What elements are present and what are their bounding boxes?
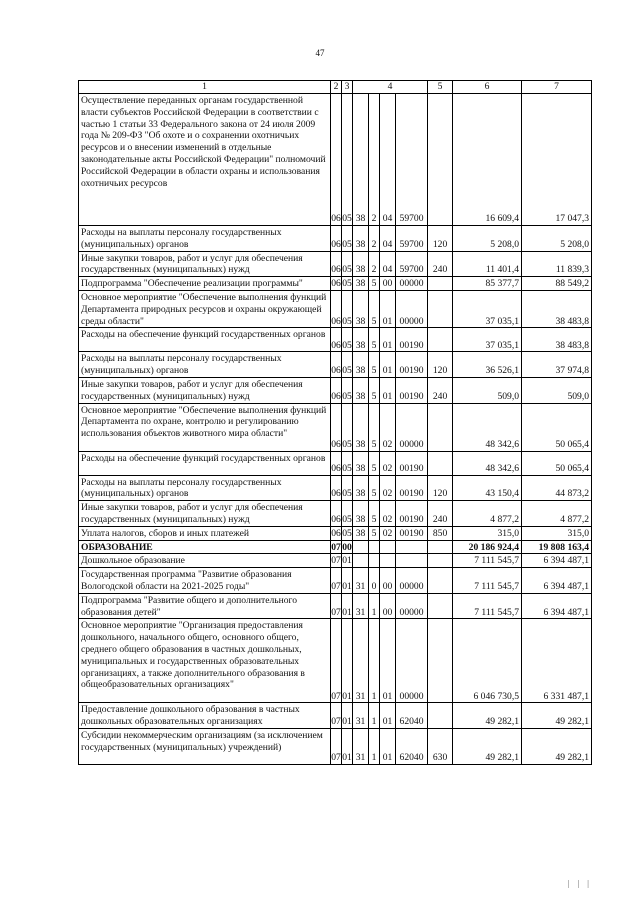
amount-year-2: 6 331 487,1 [522, 619, 592, 703]
program-code: 38 [353, 251, 369, 277]
subsection-code: 01 [342, 568, 353, 594]
activity-code: 04 [380, 251, 396, 277]
amount-year-1: 48 342,6 [453, 403, 522, 451]
subsection-code: 05 [342, 251, 353, 277]
header-col-6: 6 [453, 81, 522, 94]
row-name: Дошкольное образование [79, 554, 331, 568]
amount-year-1: 6 046 730,5 [453, 619, 522, 703]
program-code: 31 [353, 728, 369, 764]
program-code: 31 [353, 568, 369, 594]
subsection-code: 05 [342, 403, 353, 451]
section-code: 06 [331, 328, 342, 352]
direction-code: 00190 [396, 526, 428, 540]
row-name: Основное мероприятие "Обеспечение выполнения функций Департамента по охране, контролю и регулированию использования объектов животного мира области" [79, 403, 331, 451]
activity-code: 00 [380, 593, 396, 619]
subprogram-code: 5 [369, 277, 380, 291]
section-code: 06 [331, 251, 342, 277]
expense-type-code [428, 703, 453, 729]
table-body [79, 94, 592, 765]
amount-year-2: 6 394 487,1 [522, 554, 592, 568]
subprogram-code [369, 554, 380, 568]
activity-code: 04 [380, 94, 396, 226]
section-code: 06 [331, 451, 342, 475]
subsection-code: 01 [342, 555, 352, 567]
activity-code: 01 [380, 703, 396, 729]
direction-code: 00190 [396, 475, 428, 501]
direction-code: 62040 [396, 728, 428, 764]
subprogram-code: 5 [369, 352, 380, 378]
header-col-2: 2 [331, 81, 342, 94]
row-name: Уплата налогов, сборов и иных платежей [79, 526, 331, 540]
activity-code: 02 [380, 501, 396, 527]
program-code: 38 [353, 352, 369, 378]
row-name: Подпрограмма "Обеспечение реализации программы" [79, 277, 331, 291]
expense-type-code [428, 593, 453, 619]
row-name: Основное мероприятие "Организация предоставления дошкольного, начального общего, основного общего, среднего общего образования в частных дошкольных, муниципальных и государственных образовательных организациях, а также дополнительного образования в общеобразовательных организациях" [79, 619, 331, 703]
section-code: 06 [331, 94, 342, 226]
table-row [79, 377, 592, 403]
program-code: 38 [353, 475, 369, 501]
subprogram-code: 5 [369, 451, 380, 475]
amount-year-1: 37 035,1 [453, 290, 522, 327]
amount-year-1: 315,0 [453, 526, 522, 540]
table-row [79, 251, 592, 277]
amount-year-2: 50 065,4 [522, 403, 592, 451]
direction-code: 59700 [396, 251, 428, 277]
amount-year-1: 37 035,1 [453, 328, 522, 352]
direction-code: 00000 [396, 593, 428, 619]
expense-type-code [428, 403, 453, 451]
amount-year-2: 509,0 [522, 377, 592, 403]
row-name: Расходы на выплаты персоналу государственных (муниципальных) органов [79, 475, 331, 501]
table-row [79, 568, 592, 594]
row-name: Иные закупки товаров, работ и услуг для обеспечения государственных (муниципальных) нужд [79, 251, 331, 277]
amount-year-1: 7 111 545,7 [453, 593, 522, 619]
section-code: 07 [331, 619, 342, 703]
row-name: Расходы на выплаты персоналу государственных (муниципальных) органов [79, 352, 331, 378]
section-code: 06 [331, 226, 342, 252]
subprogram-code: 1 [369, 728, 380, 764]
subprogram-code: 5 [369, 526, 380, 540]
section-code: 06 [331, 501, 342, 527]
subsection-code: 01 [342, 703, 353, 729]
amount-year-1: 36 526,1 [453, 352, 522, 378]
subsection-code: 01 [342, 593, 353, 619]
amount-year-2: 88 549,2 [522, 277, 592, 291]
table-row [79, 403, 592, 451]
subsection-code: 05 [342, 94, 353, 226]
row-name: ОБРАЗОВАНИЕ [79, 540, 331, 554]
table-row [79, 540, 592, 554]
subsection-code: 05 [342, 501, 353, 527]
activity-code: 02 [380, 475, 396, 501]
activity-code: 01 [380, 619, 396, 703]
subprogram-code: 2 [369, 251, 380, 277]
row-name: Расходы на обеспечение функций государственных органов [79, 451, 331, 475]
activity-code: 01 [380, 377, 396, 403]
subprogram-code: 1 [369, 593, 380, 619]
expense-type-code: 630 [428, 728, 453, 764]
row-name: Иные закупки товаров, работ и услуг для обеспечения государственных (муниципальных) нужд [79, 377, 331, 403]
subprogram-code: 5 [369, 475, 380, 501]
expense-type-code: 850 [428, 526, 453, 540]
subprogram-code: 1 [369, 619, 380, 703]
expense-type-code: 240 [428, 501, 453, 527]
row-name: Расходы на обеспечение функций государственных органов [79, 328, 331, 352]
row-name: Предоставление дошкольного образования в частных дошкольных образовательных организациях [79, 703, 331, 729]
direction-code: 62040 [396, 703, 428, 729]
program-code: 38 [353, 377, 369, 403]
amount-year-1: 4 877,2 [453, 501, 522, 527]
table-row [79, 554, 592, 568]
table-row [79, 328, 592, 352]
program-code: 38 [353, 501, 369, 527]
program-code: 38 [353, 277, 369, 291]
table-row [79, 451, 592, 475]
expense-type-code [428, 277, 453, 291]
amount-year-2: 6 394 487,1 [522, 568, 592, 594]
amount-year-1: 48 342,6 [453, 451, 522, 475]
subprogram-code: 1 [369, 703, 380, 729]
direction-code: 00000 [396, 619, 428, 703]
expense-type-code [428, 451, 453, 475]
table-row [79, 728, 592, 764]
row-name: Основное мероприятие "Обеспечение выполнения функций Департамента природных ресурсов и охраны окружающей среды области" [79, 290, 331, 327]
direction-code: 59700 [396, 226, 428, 252]
direction-code [396, 540, 428, 554]
expense-type-code: 120 [428, 475, 453, 501]
program-code: 38 [353, 403, 369, 451]
subsection-code: 01 [342, 619, 353, 703]
section-code: 07 [331, 568, 342, 594]
table-row [79, 703, 592, 729]
amount-year-1: 49 282,1 [453, 728, 522, 764]
amount-year-2: 44 873,2 [522, 475, 592, 501]
amount-year-1: 5 208,0 [453, 226, 522, 252]
amount-year-2: 38 483,8 [522, 328, 592, 352]
activity-code [380, 540, 396, 554]
header-col-5: 5 [428, 81, 453, 94]
section-code: 07 [331, 703, 342, 729]
program-code: 31 [353, 619, 369, 703]
subsection-code: 05 [342, 475, 353, 501]
section-code: 06 [331, 377, 342, 403]
amount-year-2: 50 065,4 [522, 451, 592, 475]
row-name: Расходы на выплаты персоналу государственных (муниципальных) органов [79, 226, 331, 252]
table-row [79, 619, 592, 703]
amount-year-1: 16 609,4 [453, 94, 522, 226]
amount-year-2: 49 282,1 [522, 728, 592, 764]
direction-code: 00000 [396, 568, 428, 594]
activity-code: 01 [380, 290, 396, 327]
amount-year-1: 509,0 [453, 377, 522, 403]
direction-code: 00190 [396, 328, 428, 352]
expense-type-code [428, 568, 453, 594]
subsection-code: 05 [342, 226, 353, 252]
section-code: 06 [331, 352, 342, 378]
section-code: 07 [331, 555, 341, 567]
activity-code [380, 554, 396, 568]
subsection-code: 05 [342, 352, 353, 378]
direction-code: 00190 [396, 377, 428, 403]
subprogram-code: 5 [369, 290, 380, 327]
subprogram-code: 0 [369, 568, 380, 594]
header-col-1: 1 [79, 81, 331, 94]
table-row [79, 94, 592, 226]
amount-year-2: 6 394 487,1 [522, 593, 592, 619]
expense-type-code: 120 [428, 352, 453, 378]
row-name: Субсидии некоммерческим организациям (за исключением государственных (муниципальных) учреждений) [79, 728, 331, 764]
activity-code: 02 [380, 526, 396, 540]
amount-year-1: 7 111 545,7 [453, 554, 522, 568]
expense-type-code [428, 94, 453, 226]
amount-year-1: 11 401,4 [453, 251, 522, 277]
activity-code: 00 [380, 277, 396, 291]
header-col-4: 4 [353, 81, 428, 94]
activity-code: 00 [380, 568, 396, 594]
amount-year-1: 7 111 545,7 [453, 568, 522, 594]
section-code: 07 [331, 541, 341, 553]
direction-code: 00000 [396, 290, 428, 327]
program-code: 38 [353, 290, 369, 327]
amount-year-2: 19 808 163,4 [522, 540, 592, 554]
direction-code: 59700 [396, 94, 428, 226]
expense-type-code: 240 [428, 251, 453, 277]
subsection-code: 05 [342, 328, 353, 352]
section-code: 06 [331, 475, 342, 501]
subsection-code: 05 [342, 527, 352, 539]
table-header-row [79, 81, 592, 94]
expense-type-code: 240 [428, 377, 453, 403]
amount-year-1: 49 282,1 [453, 703, 522, 729]
section-code: 06 [331, 290, 342, 327]
subprogram-code [369, 540, 380, 554]
amount-year-2: 315,0 [522, 526, 592, 540]
amount-year-1: 43 150,4 [453, 475, 522, 501]
header-col-3: 3 [342, 81, 353, 94]
header-col-7: 7 [522, 81, 592, 94]
program-code: 38 [353, 94, 369, 226]
section-code: 06 [331, 403, 342, 451]
subsection-code: 01 [342, 728, 353, 764]
subprogram-code: 2 [369, 94, 380, 226]
subsection-code: 05 [342, 290, 353, 327]
subprogram-code: 5 [369, 328, 380, 352]
direction-code: 00190 [396, 352, 428, 378]
subprogram-code: 5 [369, 377, 380, 403]
page-number: 47 [315, 48, 325, 58]
section-code: 07 [331, 593, 342, 619]
table-row [79, 226, 592, 252]
footer-mark: | | | [568, 879, 592, 888]
amount-year-2: 5 208,0 [522, 226, 592, 252]
table-row [79, 475, 592, 501]
row-name: Осуществление переданных органам государственной власти субъектов Российской Федерации в соответствии с частью 1 статьи 33 Федерального закона от 24 июля 2009 года № 209-ФЗ "Об охоте и о сохранении охотничьих ресурсов и о внесении изменений в отдельные законодательные акты Российской Федерации" полномочий Российской Федерации в области охраны и использования охотничьих ресурсов [79, 94, 331, 226]
direction-code: 00190 [396, 451, 428, 475]
subsection-code: 05 [342, 278, 352, 290]
subprogram-code: 5 [369, 403, 380, 451]
subprogram-code: 2 [369, 226, 380, 252]
activity-code: 04 [380, 226, 396, 252]
amount-year-2: 11 839,3 [522, 251, 592, 277]
amount-year-2: 49 282,1 [522, 703, 592, 729]
subsection-code: 05 [342, 377, 353, 403]
amount-year-2: 4 877,2 [522, 501, 592, 527]
subsection-code: 00 [342, 541, 352, 553]
subsection-code: 05 [342, 451, 353, 475]
table-row [79, 526, 592, 540]
activity-code: 02 [380, 403, 396, 451]
row-name: Иные закупки товаров, работ и услуг для обеспечения государственных (муниципальных) нужд [79, 501, 331, 527]
program-code: 38 [353, 328, 369, 352]
activity-code: 01 [380, 352, 396, 378]
activity-code: 01 [380, 728, 396, 764]
program-code: 38 [353, 526, 369, 540]
program-code: 38 [353, 451, 369, 475]
expense-type-code [428, 554, 453, 568]
direction-code: 00000 [396, 277, 428, 291]
table-row [79, 501, 592, 527]
table-row [79, 352, 592, 378]
program-code [353, 554, 369, 568]
table-row [79, 290, 592, 327]
program-code: 31 [353, 593, 369, 619]
program-code: 31 [353, 703, 369, 729]
row-name: Подпрограмма "Развитие общего и дополнительного образования детей" [79, 593, 331, 619]
direction-code: 00190 [396, 501, 428, 527]
expense-type-code [428, 540, 453, 554]
direction-code [396, 554, 428, 568]
amount-year-2: 37 974,8 [522, 352, 592, 378]
expense-type-code: 120 [428, 226, 453, 252]
direction-code: 00000 [396, 403, 428, 451]
program-code [353, 540, 369, 554]
amount-year-1: 85 377,7 [453, 277, 522, 291]
amount-year-1: 20 186 924,4 [453, 540, 522, 554]
activity-code: 02 [380, 451, 396, 475]
section-code: 06 [331, 278, 341, 290]
row-name: Государственная программа "Развитие образования Вологодской области на 2021-2025 годы" [79, 568, 331, 594]
budget-table [78, 80, 592, 765]
section-code: 06 [331, 527, 341, 539]
table-row [79, 593, 592, 619]
expense-type-code [428, 328, 453, 352]
section-code: 07 [331, 728, 342, 764]
expense-type-code [428, 619, 453, 703]
amount-year-2: 17 047,3 [522, 94, 592, 226]
amount-year-2: 38 483,8 [522, 290, 592, 327]
table-row [79, 277, 592, 291]
activity-code: 01 [380, 328, 396, 352]
subprogram-code: 5 [369, 501, 380, 527]
program-code: 38 [353, 226, 369, 252]
expense-type-code [428, 290, 453, 327]
